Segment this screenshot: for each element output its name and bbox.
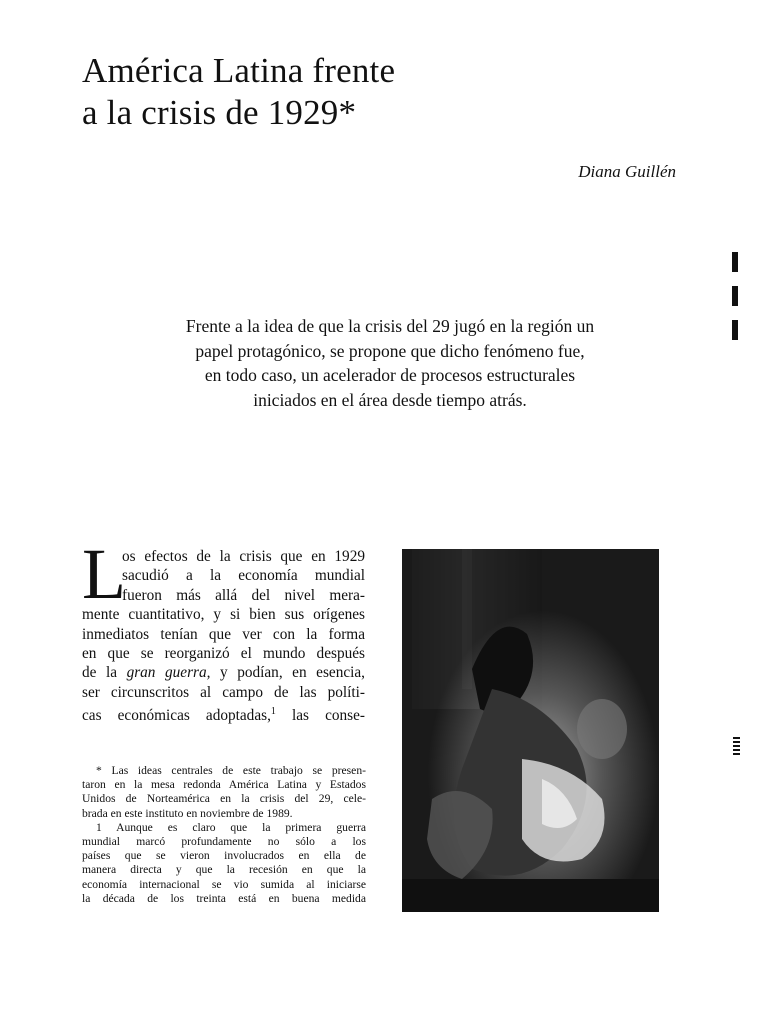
body-text-run: y podían, en esencia, [210, 664, 365, 682]
abstract-line: iniciados en el área desde tiempo atrás. [253, 389, 527, 410]
footnotes [82, 764, 366, 906]
scan-mark [732, 252, 738, 272]
body-line: inmediatos tenían que ver con la forma [82, 625, 365, 643]
abstract [110, 314, 670, 412]
scan-mark [732, 320, 738, 340]
title-line-1: América Latina frente [82, 51, 396, 90]
article-title [82, 50, 682, 134]
footnote-line: manera directa y que la recesión en que la [82, 863, 366, 877]
footnote-line: la década de los treinta está en buena medida [82, 891, 366, 905]
author-name: Diana Guillén [578, 162, 676, 181]
footnote-ref: 1 [270, 706, 276, 718]
scan-mark [732, 286, 738, 306]
body-line: ser circunscritos al campo de las políti- [82, 683, 365, 701]
abstract-line: papel protagónico, se propone que dicho fenómeno fue, [195, 340, 585, 361]
illustration-photo [402, 549, 659, 912]
italic-term: gran guerra, [126, 664, 211, 682]
footnote-line: 1 Aunque es claro que la primera guerra [96, 820, 366, 834]
scan-edge-mark-small [733, 737, 740, 757]
footnote-line: Unidos de Norteamérica en la crisis del 29, cele- [82, 792, 366, 806]
body-text-run: de la [82, 664, 127, 682]
footnote-line: * Las ideas centrales de este trabajo se presen- [96, 764, 366, 777]
footnote-line: economía internacional se vio sumida al iniciarse [82, 877, 366, 891]
body-line: fueron más allá del nivel mera- [122, 586, 365, 604]
footnote-line: mundial marcó profundamente no sólo a los [82, 834, 366, 848]
body-line [82, 663, 365, 682]
body-line: os efectos de la crisis que en 1929 [122, 548, 365, 565]
footnote-line: taron en la mesa redonda América Latina y Estados [82, 778, 366, 792]
photo-image [402, 549, 659, 912]
body-text-run: cas económicas adoptadas, [82, 707, 271, 725]
title-line-2: a la crisis de 1929* [82, 93, 357, 132]
body-text [82, 547, 365, 725]
body-line: en que se reorganizó el mundo después [82, 644, 365, 662]
footnote-line: países que se vieron involucrados en ella de [82, 849, 366, 863]
body-text-run: las conse- [275, 707, 365, 725]
scan-edge-marks [732, 252, 740, 354]
abstract-line: Frente a la idea de que la crisis del 29 jugó en la región un [185, 316, 595, 336]
footnote-line: brada en este instituto en noviembre de 1989. [82, 806, 293, 820]
abstract-line: en todo caso, un acelerador de procesos estructurales [204, 365, 576, 385]
body-line [82, 702, 365, 725]
body-line: mente cuantitativo, y si bien sus orígenes [82, 606, 365, 624]
body-line: sacudió a la economía mundial [122, 567, 365, 585]
drop-cap: L [82, 534, 126, 614]
